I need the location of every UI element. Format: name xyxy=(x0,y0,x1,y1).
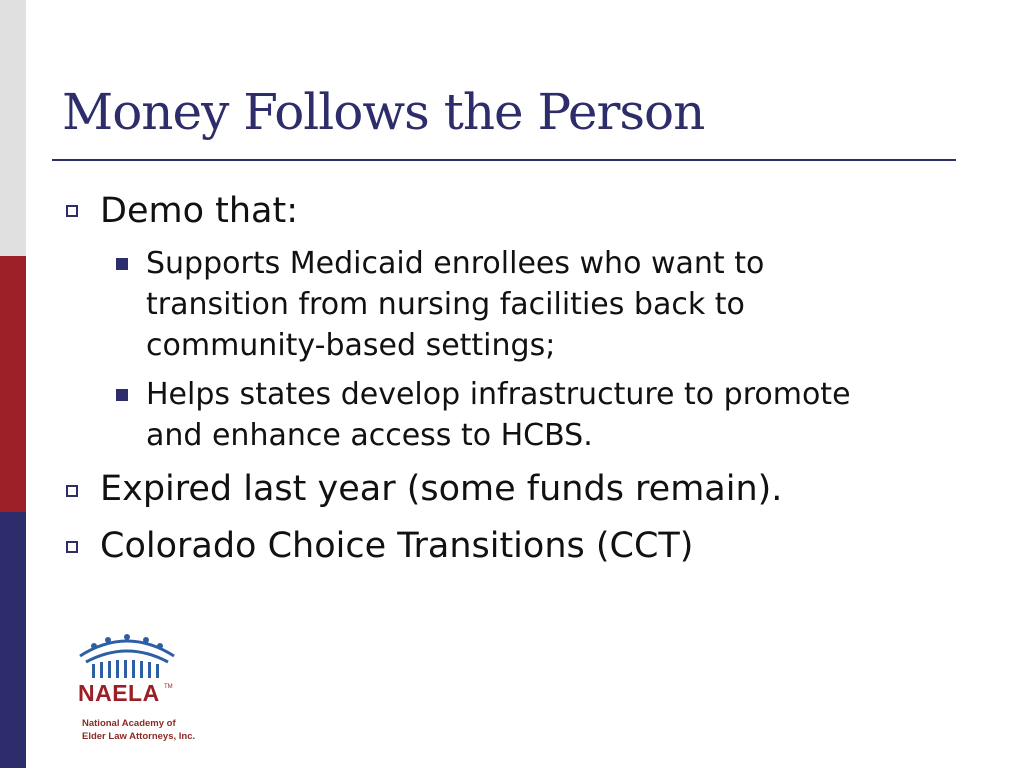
sub-bullet-line: transition from nursing facilities back to xyxy=(146,287,745,322)
logo-caption-line-2: Elder Law Attorneys, Inc. xyxy=(82,731,196,742)
sub-bullet-helps xyxy=(146,374,966,456)
sub-bullet-line: and enhance access to HCBS. xyxy=(146,418,593,453)
bullet-demo: Demo that: xyxy=(100,191,298,231)
naela-logo xyxy=(72,634,196,746)
side-bar-grey xyxy=(0,0,26,256)
hollow-square-bullet-icon xyxy=(66,485,78,497)
hollow-square-bullet-icon xyxy=(66,205,78,217)
slide-title: Money Follows the Person xyxy=(62,83,705,141)
side-bar-navy xyxy=(0,512,26,768)
sub-bullet-line: Helps states develop infrastructure to promote xyxy=(146,377,851,412)
bullet-expired: Expired last year (some funds remain). xyxy=(100,469,783,509)
sub-bullet-supports xyxy=(146,243,966,366)
hollow-square-bullet-icon xyxy=(66,541,78,553)
naela-wordmark: NAELA xyxy=(78,680,160,706)
filled-square-bullet-icon xyxy=(116,258,128,270)
side-bar-red xyxy=(0,256,26,512)
naela-emblem-icon xyxy=(72,634,182,682)
sub-bullet-line: Supports Medicaid enrollees who want to xyxy=(146,246,765,281)
bullet-cct: Colorado Choice Transitions (CCT) xyxy=(100,526,694,566)
trademark-mark: TM xyxy=(164,684,173,690)
title-underline xyxy=(52,159,956,161)
sub-bullet-line: community-based settings; xyxy=(146,328,556,363)
filled-square-bullet-icon xyxy=(116,389,128,401)
logo-caption-line-1: National Academy of xyxy=(82,718,176,729)
